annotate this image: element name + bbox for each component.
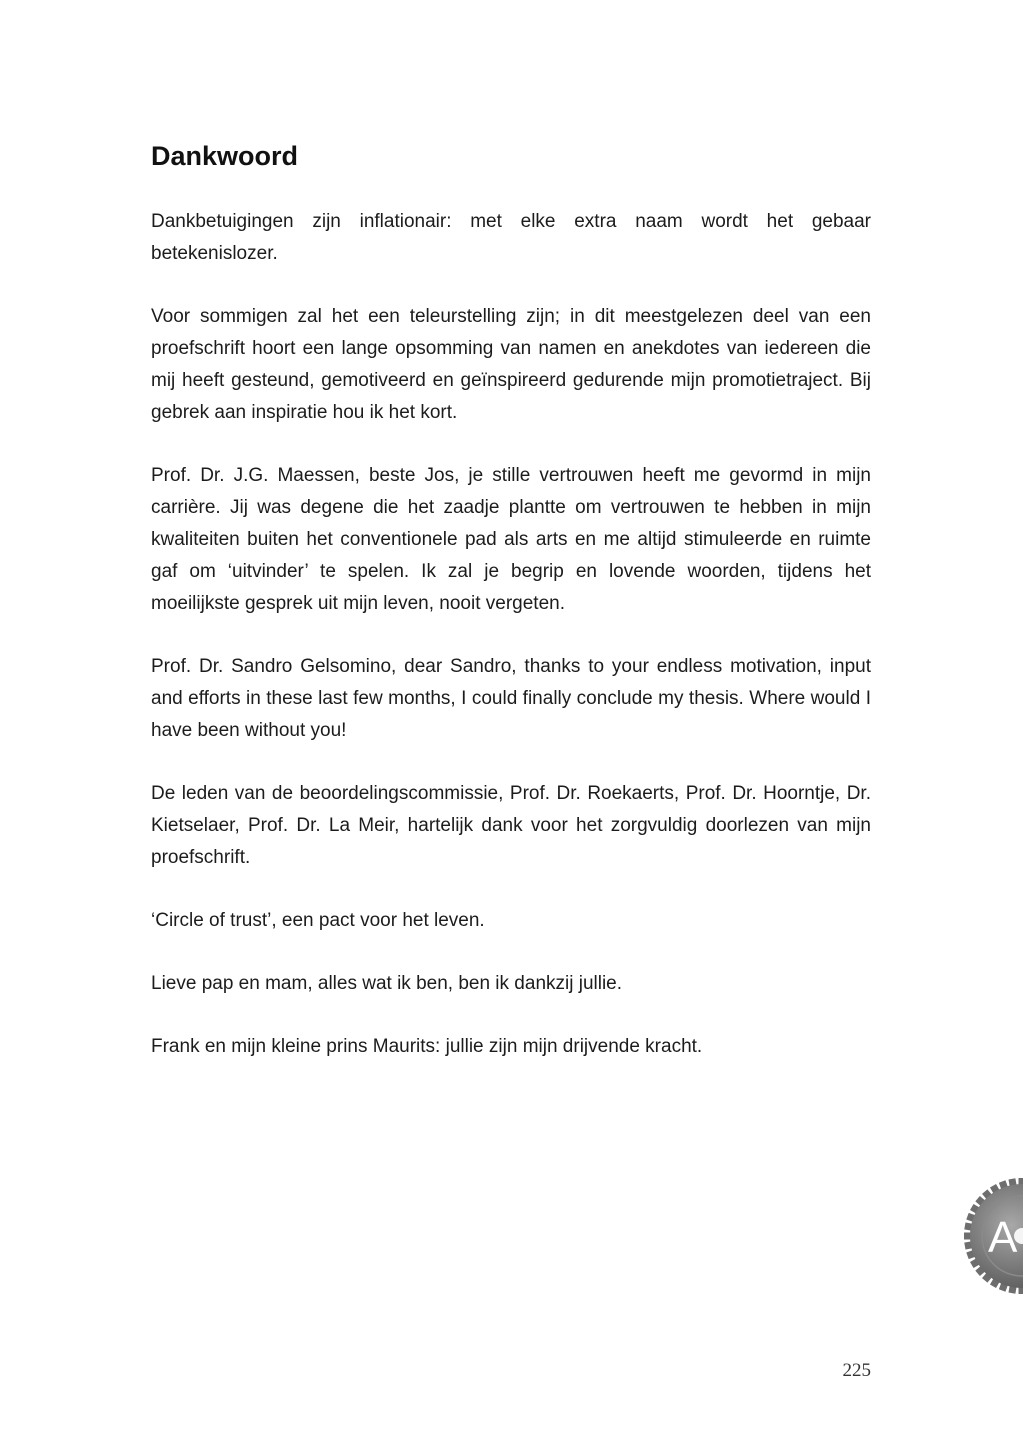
paragraph-family: Frank en mijn kleine prins Maurits: jullie zijn mijn drijvende kracht.: [151, 1036, 703, 1058]
section-tab-letter: A: [988, 1213, 1018, 1262]
page-title: Dankwoord: [151, 141, 299, 171]
page-number: 225: [842, 1360, 871, 1381]
paragraph-maessen: Prof. Dr. J.G. Maessen, beste Jos, je stille vertrouwen heeft me gevormd in mijn carrière. Jij was degene die het zaadje plantte om vertrouwen te hebben in mijn kwaliteiten buiten het conventionele pad als arts en me altijd stimuleerde en ruimte gaf om ‘uitvinder’ te spelen. Ik zal je begrip en lovende woorden, tijdens het moeilijkste gesprek uit mijn leven, nooit vergeten.: [151, 465, 871, 615]
gear-icon: [962, 1176, 1023, 1296]
paragraph-expectation: Voor sommigen zal het een teleurstelling zijn; in dit meestgelezen deel van een proefschrift hoort een lange opsomming van namen en anekdotes van iedereen die mij heeft gesteund, gemotiveerd en geïnspireerd gedurende mijn promotietraject. Bij gebrek aan inspiratie hou ik het kort.: [151, 306, 871, 424]
paragraph-committee: De leden van de beoordelingscommissie, Prof. Dr. Roekaerts, Prof. Dr. Hoorntje, Dr. Kietselaer, Prof. Dr. La Meir, hartelijk dank voor het zorgvuldig doorlezen van mijn proefschrift.: [151, 783, 871, 869]
paragraph-circle-of-trust: ‘Circle of trust’, een pact voor het leven.: [151, 910, 485, 932]
page-content: [151, 140, 871, 1094]
paragraph-gelsomino: Prof. Dr. Sandro Gelsomino, dear Sandro, thanks to your endless motivation, input and efforts in these last few months, I could finally conclude my thesis. Where would I have been without you!: [151, 656, 871, 742]
section-tab: [962, 1176, 1023, 1296]
paragraph-intro: Dankbetuigingen zijn inflationair: met elke extra naam wordt het gebaar betekenislozer.: [151, 211, 871, 265]
paragraph-parents: Lieve pap en mam, alles wat ik ben, ben ik dankzij jullie.: [151, 973, 623, 995]
